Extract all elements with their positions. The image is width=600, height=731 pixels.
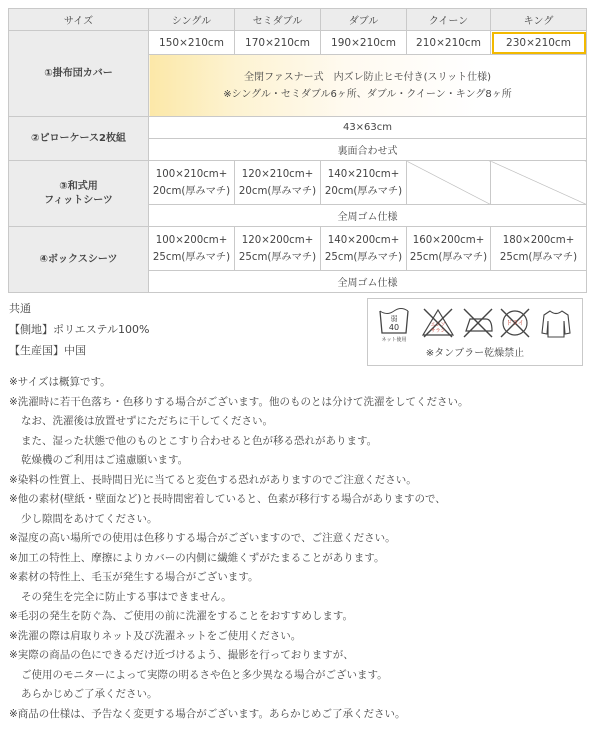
common-heading: 共通	[9, 302, 31, 315]
fitted-semidouble-depth: 20cm(厚みマチ)	[238, 185, 317, 197]
box-king-depth: 25cm(厚みマチ)	[499, 251, 578, 263]
fitted-size-row	[9, 161, 587, 205]
spec-table	[8, 8, 587, 293]
no-dryclean-icon	[498, 307, 532, 339]
care-symbols-box	[367, 298, 583, 366]
comforter-label: ①掛布団カバー	[9, 31, 149, 117]
wash-40-weak-net-icon	[378, 307, 410, 343]
note-line: なお、洗濯後は放置せずにただちに干してください。	[21, 415, 273, 427]
fitted-single	[149, 161, 235, 205]
material-text: 【側地】ポリエステル100%	[9, 323, 150, 336]
col-semidouble: セミダブル	[235, 9, 321, 31]
note-line: ※素材の特性上、毛玉が発生する場合がございます。	[9, 571, 259, 583]
box-queen	[407, 227, 491, 271]
fitted-double-depth: 20cm(厚みマチ)	[324, 185, 403, 197]
bleach-text-1: エンソ	[430, 322, 446, 328]
box-single-depth: 25cm(厚みマチ)	[152, 251, 231, 263]
note-line: ※毛羽の発生を防ぐ為、ご使用の前に洗濯をすることをおすすめします。	[9, 610, 354, 622]
origin-text: 【生産国】中国	[9, 344, 86, 357]
fitted-queen-unavailable	[407, 161, 491, 205]
hang-dry-shirt-icon	[538, 307, 574, 339]
col-king: キング	[491, 9, 587, 31]
comforter-desc-line2: ※シングル・セミダブル6ヶ所、ダブル・クイーン・キング8ヶ所	[223, 88, 512, 100]
box-semidouble-dim: 120×200cm+	[241, 234, 314, 246]
fitted-double-dim: 140×210cm+	[327, 168, 400, 180]
box-queen-dim: 160×200cm+	[412, 234, 485, 246]
wash-note-text: ネット使用	[381, 337, 407, 343]
box-king-dim: 180×200cm+	[502, 234, 575, 246]
no-bleach-icon	[420, 307, 456, 339]
comforter-desc	[149, 55, 587, 117]
size-double: 190×210cm	[321, 31, 407, 55]
note-line: ※サイズは概算です。	[9, 376, 111, 388]
fitted-double	[321, 161, 407, 205]
no-iron-icon	[460, 307, 496, 339]
box-single	[149, 227, 235, 271]
pillow-size: 43×63cm	[149, 117, 587, 139]
fitted-single-dim: 100×210cm+	[155, 168, 228, 180]
box-king	[491, 227, 587, 271]
notes-list	[9, 373, 589, 724]
box-note: 全周ゴム仕様	[149, 271, 587, 293]
note-line: ※染料の性質上、長時間日光に当てると変色する恐れがありますのでご注意ください。	[9, 473, 417, 486]
fitted-label	[9, 161, 149, 227]
comforter-size-row	[9, 31, 587, 55]
box-double-dim: 140×200cm+	[327, 234, 400, 246]
box-queen-depth: 25cm(厚みマチ)	[409, 251, 488, 263]
fitted-semidouble	[235, 161, 321, 205]
note-line: ※加工の特性上、摩擦によりカバーの内側に繊維くずがたまることがあります。	[9, 551, 385, 564]
box-double	[321, 227, 407, 271]
note-line: ※実際の商品の色にできるだけ近づけるよう、撮影を行っておりますが、	[9, 649, 354, 661]
box-single-dim: 100×200cm+	[155, 234, 228, 246]
box-label: ④ボックスシーツ	[9, 227, 149, 293]
pillow-size-row	[9, 117, 587, 139]
note-line: 乾燥機のご利用はご遠慮願います。	[21, 454, 189, 466]
tumble-dry-caption: ※タンブラー乾燥禁止	[425, 348, 525, 359]
pillow-style: 裏面合わせ式	[149, 139, 587, 161]
col-double: ダブル	[321, 9, 407, 31]
size-semidouble: 170×210cm	[235, 31, 321, 55]
comforter-desc-line1: 全閉ファスナー式 内ズレ防止ヒモ付き(スリット仕様)	[243, 71, 491, 83]
fitted-label-line2: フィットシーツ	[44, 194, 113, 206]
size-label: サイズ	[9, 9, 149, 31]
box-semidouble	[235, 227, 321, 271]
note-line: 少し隙間をあけてください。	[21, 512, 158, 525]
fitted-king-unavailable	[491, 161, 587, 205]
fitted-note: 全周ゴム仕様	[149, 205, 587, 227]
box-double-depth: 25cm(厚みマチ)	[324, 251, 403, 263]
pillow-label: ②ピローケース2枚組	[9, 117, 149, 161]
size-single: 150×210cm	[149, 31, 235, 55]
fitted-semidouble-dim: 120×210cm+	[241, 168, 314, 180]
col-single: シングル	[149, 9, 235, 31]
fitted-label-line1: ③和式用	[59, 180, 98, 192]
fitted-single-depth: 20cm(厚みマチ)	[152, 185, 231, 197]
size-queen: 210×210cm	[407, 31, 491, 55]
note-line: その発生を完全に防止する事はできません。	[21, 590, 232, 603]
note-line: また、湿った状態で他のものとこすり合わせると色が移る恐れがあります。	[21, 434, 378, 447]
box-size-row	[9, 227, 587, 271]
note-line: あらかじめご了承ください。	[21, 688, 158, 700]
bleach-text-2: サラシ	[430, 328, 446, 334]
wash-temp-text: 40	[388, 323, 400, 332]
dry-text: ドライ	[506, 320, 524, 327]
wash-weak-text: 弱	[390, 315, 398, 323]
note-line: ご使用のモニターによって実際の明るさや色と多少異なる場合がございます。	[21, 668, 388, 681]
common-info	[9, 298, 149, 361]
note-line: ※洗濯時に若干色落ち・色移りする場合がございます。他のものとは分けて洗濯をしてください。	[9, 395, 469, 408]
note-line: ※商品の仕様は、予告なく変更する場合がございます。あらかじめご了承ください。	[9, 707, 406, 720]
note-line: ※他の素材(壁紙・壁面など)と長時間密着していると、色素が移行する場合がありますので、	[9, 493, 446, 505]
size-header-row	[9, 9, 587, 31]
size-king: 230×210cm	[491, 31, 587, 55]
note-line: ※湿度の高い場所での使用は色移りする場合がございますので、ご注意ください。	[9, 532, 396, 544]
col-queen: クイーン	[407, 9, 491, 31]
box-semidouble-depth: 25cm(厚みマチ)	[238, 251, 317, 263]
note-line: ※洗濯の際は肩取りネット及び洗濯ネットをご使用ください。	[9, 629, 302, 642]
